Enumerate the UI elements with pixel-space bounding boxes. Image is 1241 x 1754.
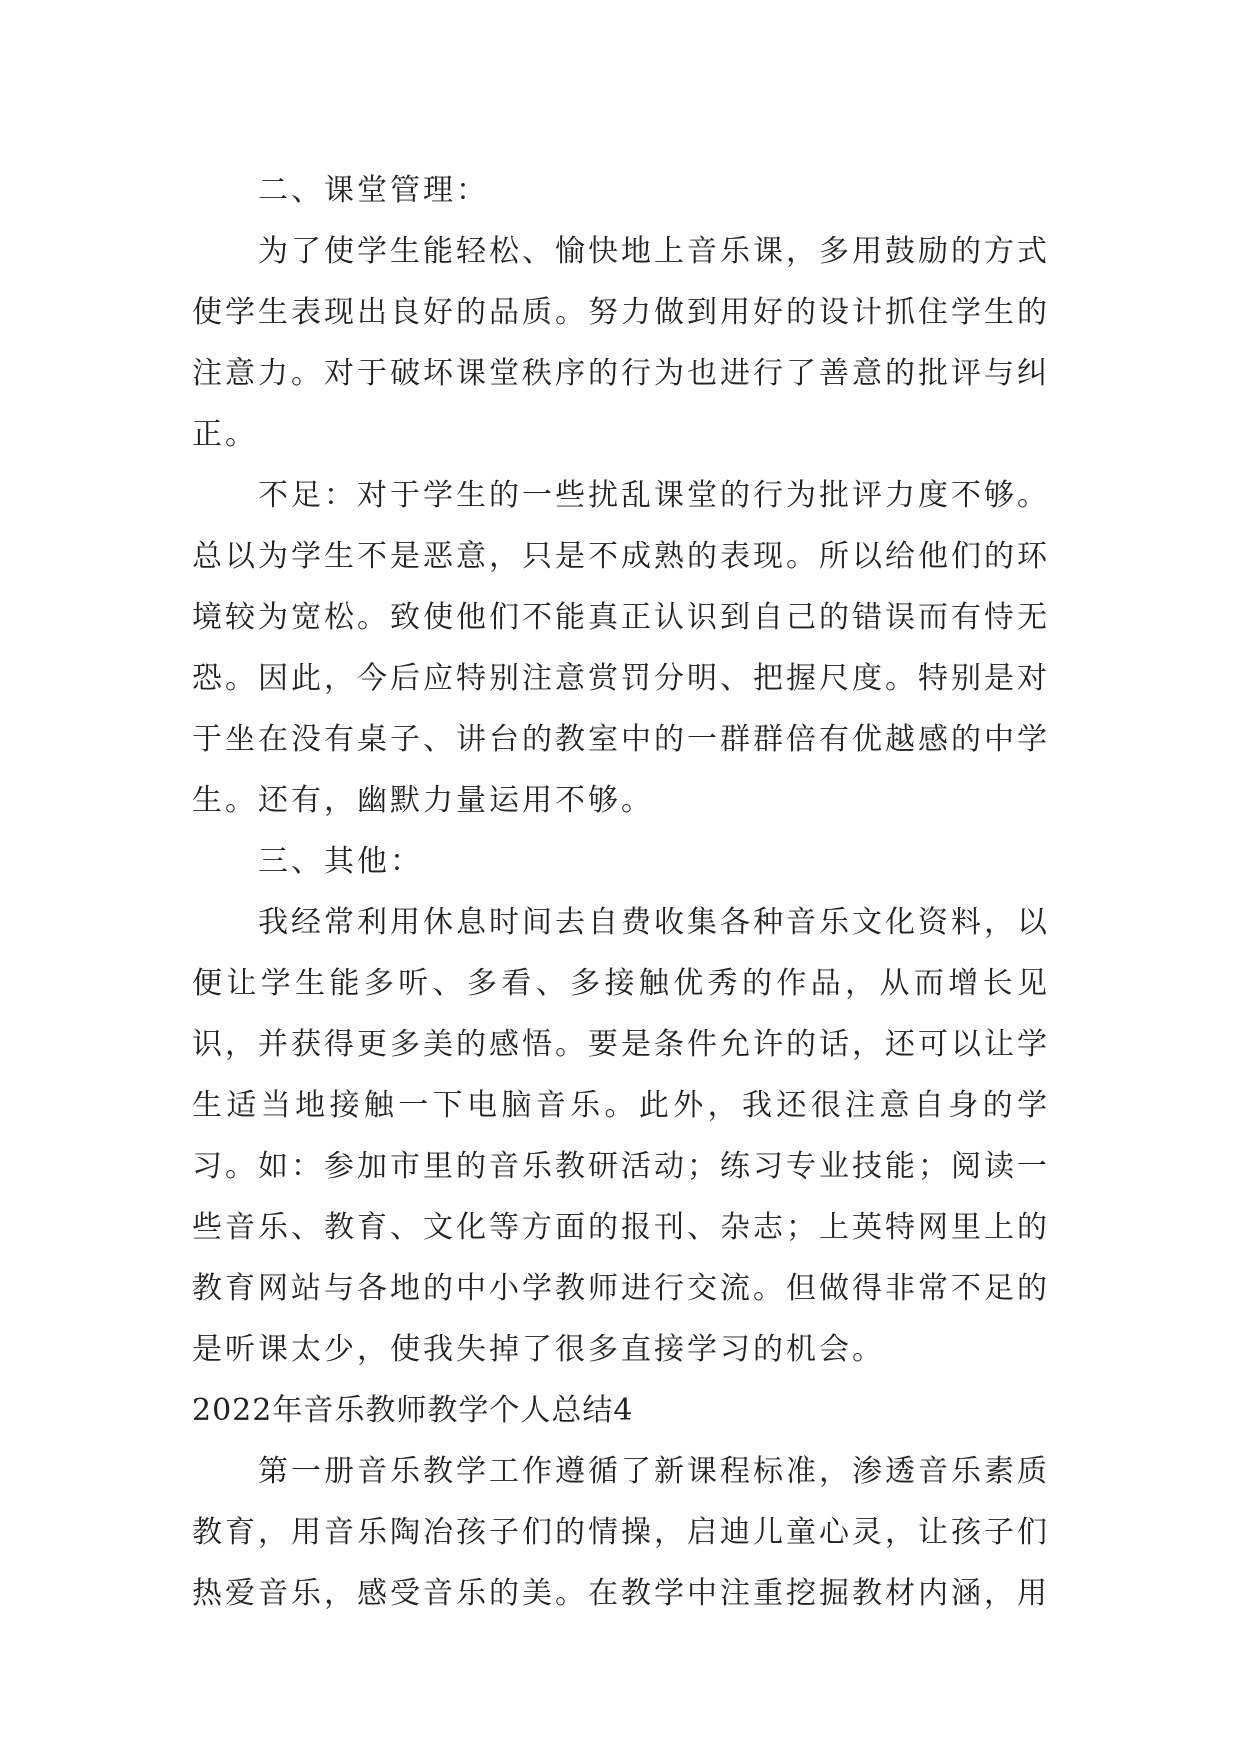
article-title: 2022年音乐教师教学个人总结4 [192, 1393, 634, 1428]
paragraph-shortcomings: 不足：对于学生的一些扰乱课堂的行为批评力度不够。总以为学生不是恶意，只是不成熟的表现。所以给他们的环境较为宽松。致使他们不能真正认识到自己的错误而有恃无恐。因此，今后应特别注意赏罚分明、把握尺度。特别是对于坐在没有桌子、讲台的教室中的一群群倍有优越感的中学生。还有，幽默力量运用不够。 [192, 478, 1050, 818]
section-heading-classroom-management: 二、课堂管理： [258, 173, 489, 208]
section-heading-other: 三、其他： [258, 844, 423, 879]
paragraph-other: 我经常利用休息时间去自费收集各种音乐文化资料，以便让学生能多听、多看、多接触优秀的作品，从而增长见识，并获得更多美的感悟。要是条件允许的话，还可以让学生适当地接触一下电脑音乐。此外，我还很注意自身的学习。如：参加市里的音乐教研活动；练习专业技能；阅读一些音乐、教育、文化等方面的报刊、杂志；上英特网里上的教育网站与各地的中小学教师进行交流。但做得非常不足的是听课太少，使我失掉了很多直接学习的机会。 [192, 905, 1050, 1367]
paragraph-classroom-management: 为了使学生能轻松、愉快地上音乐课，多用鼓励的方式使学生表现出良好的品质。努力做到用好的设计抓住学生的注意力。对于破坏课堂秩序的行为也进行了善意的批评与纠正。 [192, 234, 1050, 452]
paragraph-first-volume: 第一册音乐教学工作遵循了新课程标准，渗透音乐素质教育，用音乐陶冶孩子们的情操，启迪儿童心灵，让孩子们热爱音乐，感受音乐的美。在教学中注重挖掘教材内涵，用 [192, 1454, 1050, 1611]
document-body [192, 160, 1050, 1624]
